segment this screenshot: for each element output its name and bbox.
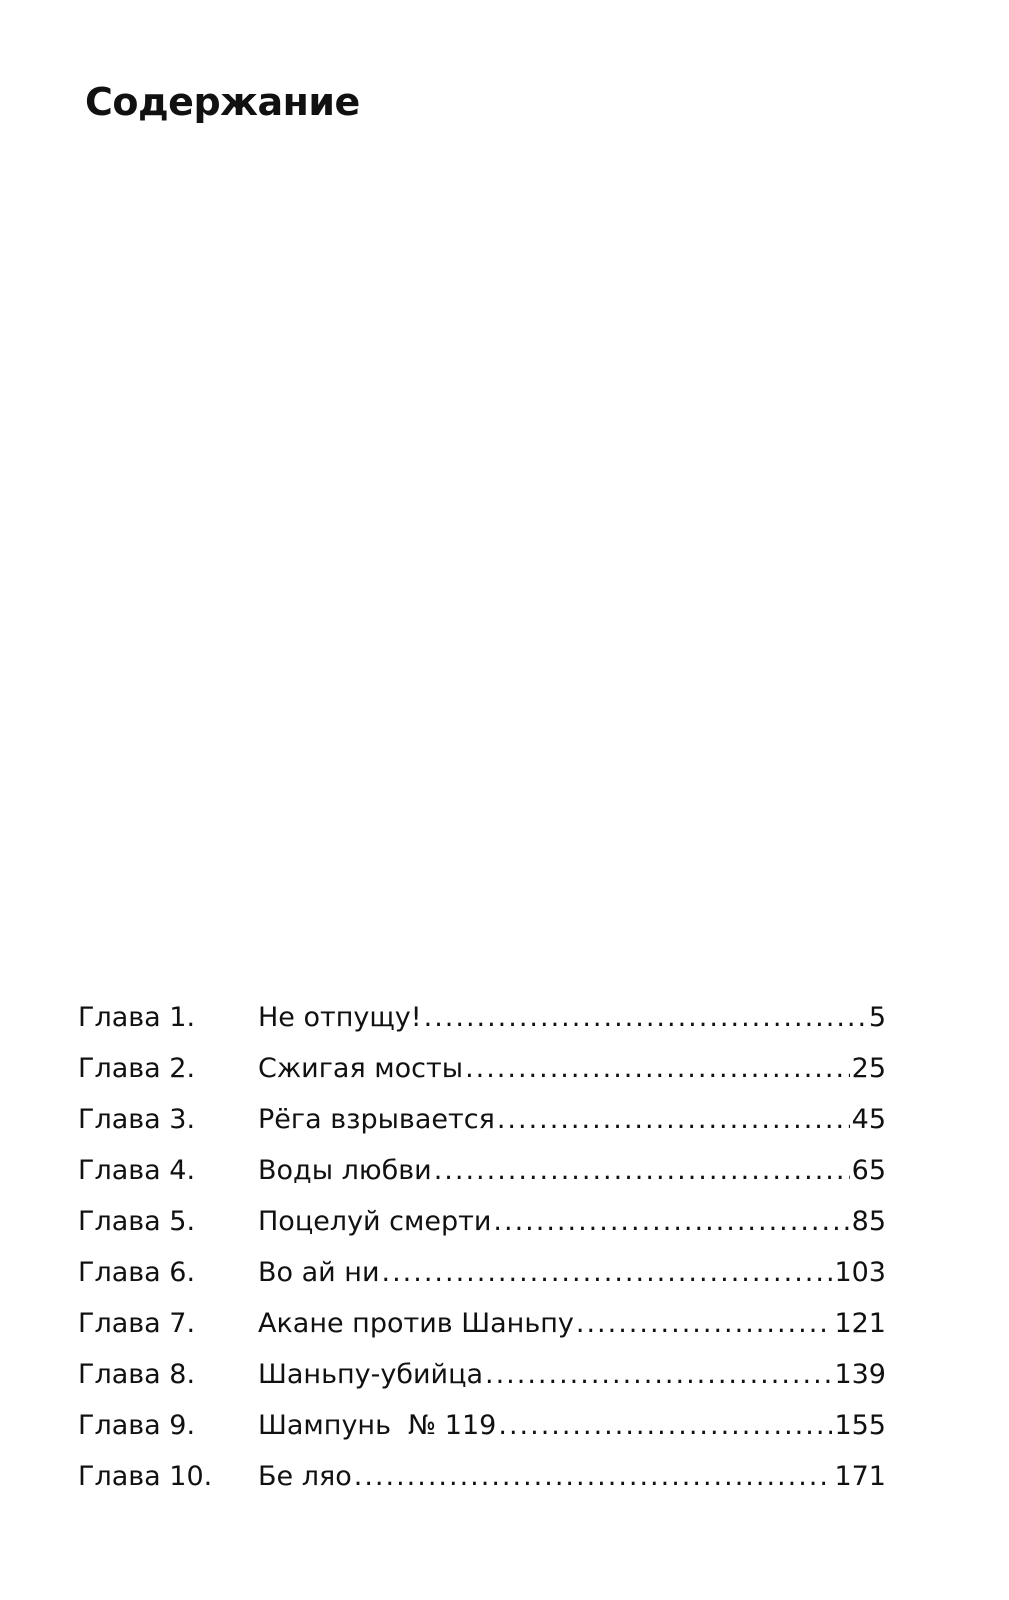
page-number: 171 (834, 1461, 886, 1492)
dot-leader (497, 1098, 850, 1142)
chapter-number: Глава 8. (78, 1359, 196, 1390)
chapter-number: Глава 2. (78, 1053, 196, 1084)
chapter-title: Не отпущу! (258, 1002, 422, 1033)
chapter-number: Глава 5. (78, 1206, 196, 1237)
chapter-number: Глава 4. (78, 1155, 196, 1186)
page-number: 139 (834, 1359, 886, 1390)
chapter-number: Глава 1. (78, 1002, 196, 1033)
chapter-number: Глава 7. (78, 1308, 196, 1339)
toc-entry-6[interactable] (78, 1251, 886, 1302)
dot-leader (354, 1455, 833, 1499)
dot-leader (424, 996, 867, 1040)
chapter-title: Во ай ни (258, 1257, 380, 1288)
chapter-title: Акане против Шаньпу (258, 1308, 574, 1339)
chapter-title: Поцелуй смерти (258, 1206, 492, 1237)
chapter-title: Шампунь № 119 (258, 1410, 497, 1441)
dot-leader (576, 1302, 833, 1346)
toc-entry-5[interactable] (78, 1200, 886, 1251)
dot-leader (493, 1200, 849, 1244)
page-number: 45 (851, 1104, 886, 1135)
page-number: 85 (851, 1206, 886, 1237)
page-number: 25 (851, 1053, 886, 1084)
toc-entry-8[interactable] (78, 1353, 886, 1404)
dot-leader (498, 1404, 832, 1448)
chapter-title: Рёга взрывается (258, 1104, 495, 1135)
page-number: 103 (834, 1257, 886, 1288)
toc-entry-9[interactable] (78, 1404, 886, 1455)
dot-leader (465, 1047, 850, 1091)
page-number: 121 (834, 1308, 886, 1339)
page-number: 65 (851, 1155, 886, 1186)
page-title: Содержание (85, 80, 360, 124)
toc-entry-2[interactable] (78, 1047, 886, 1098)
page-number: 5 (868, 1002, 886, 1033)
toc-entry-1[interactable] (78, 996, 886, 1047)
chapter-title: Воды любви (258, 1155, 432, 1186)
dot-leader (485, 1353, 832, 1397)
chapter-title: Сжигая мосты (258, 1053, 464, 1084)
toc-entry-10[interactable] (78, 1455, 886, 1506)
chapter-number: Глава 3. (78, 1104, 196, 1135)
chapter-number: Глава 6. (78, 1257, 196, 1288)
toc-entry-3[interactable] (78, 1098, 886, 1149)
dot-leader (382, 1251, 833, 1295)
chapter-number: Глава 10. (78, 1461, 213, 1492)
table-of-contents (78, 996, 886, 1506)
page-number: 155 (834, 1410, 886, 1441)
chapter-title: Шаньпу-убийца (258, 1359, 484, 1390)
toc-entry-4[interactable] (78, 1149, 886, 1200)
chapter-number: Глава 9. (78, 1410, 196, 1441)
dot-leader (434, 1149, 850, 1193)
toc-entry-7[interactable] (78, 1302, 886, 1353)
chapter-title: Бе ляо (258, 1461, 352, 1492)
